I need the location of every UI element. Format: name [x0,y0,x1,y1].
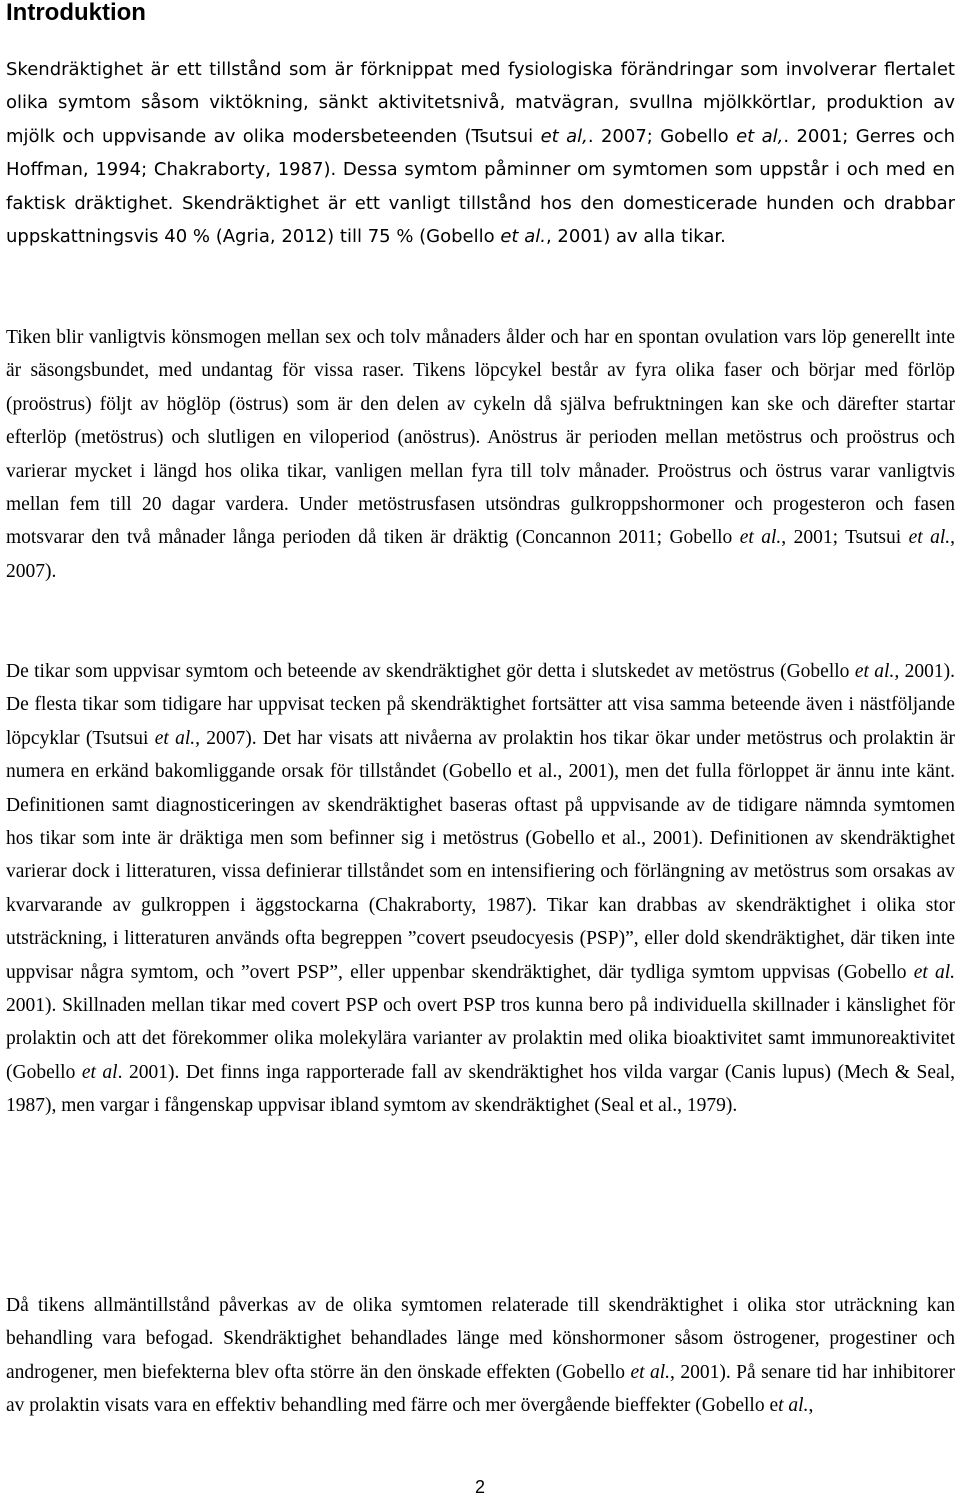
italic-citation-text: et al., [154,727,201,749]
section-heading: Introduktion [6,0,146,26]
paragraph-text-segment: , 2001; Tsutsui [781,527,909,549]
paragraph-text-segment: Då tikens allmäntillstånd påverkas av de olika symtomen relaterade till skendräktighet i olika stor uträckning kan behandling vara befogad. Skendräktighet behandlades länge med könshormoner såsom östrogener, progestiner och androgener, men biefekterna blev ofta större än den önskade effekten (Gobello [6,1295,955,1383]
paragraph-4 [6,1289,955,1423]
italic-citation-text: et al. [908,527,951,549]
paragraph-text-segment: Skendräktighet är ett vanligt tillstånd hos den domesticerade hunden och drabbar uppskattningsvis 40 % (Agria, 2012) till 75 % (Gobello [6,192,956,248]
italic-citation-text: et al [81,1061,118,1083]
italic-citation-text: et al, [736,125,784,147]
italic-citation-text: et al, [540,125,588,147]
paragraph-2 [6,321,955,588]
italic-citation-text: et al. [913,961,955,983]
italic-citation-text: t al. [778,1395,809,1417]
paragraph-text-segment: . 2001; Gerres och Hoffman, 1994; Chakraborty, 1987). Dessa symtom påminner om symtomen som uppstår i och med en faktisk dräktighet. [6,125,956,214]
paragraph-text-segment: Skendräktighet är ett tillstånd som är förknippat med fysiologiska förändringar som involverar flertalet olika symtom såsom viktökning, sänkt aktivitetsnivå, matvägran, svullna mjölkkörtlar, produktion av mjölk och uppvisande av olika modersbeteenden (Tsutsui [6,59,955,147]
italic-citation-text: et al., [854,661,900,682]
page-number: 2 [474,1477,485,1497]
paragraph-text-segment: , 2001). På senare tid har inhibitorer av prolaktin visats vara en effektiv behandling med färre och mer övergående bieffekter (Gobello e [6,1361,955,1417]
paragraph-text-segment: , [808,1395,814,1417]
italic-citation-text: et al. [739,527,782,549]
paragraph-text-segment: . 2007; Gobello [587,125,737,147]
paragraph-1 [6,53,955,253]
paragraph-text-segment: 2007). Det har visats att nivåerna av prolaktin hos tikar ökar under metöstrus och prolaktin är numera en erkänd bakomliggande orsak för tillståndet (Gobello et al., 2001), men det fulla förloppet är ännu inte känt. Definitionen samt diagnosticeringen av skendräktighet baseras oftast på uppvisande av de tidigare nämnda symtomen hos tikar som inte är dräktiga men som befinner sig i metöstrus (Gobello et al., 2001). Definitionen av skendräktighet varierar dock i litteraturen, vissa definierar tillståndet som en intensifiering och förlängning av metöstrus som orsakas av kvarvarande av gulkroppen i äggstockarna (Chakraborty, 1987). Tikar kan drabbas av skendräktighet i olika stor utsträckning, i litteraturen används ofta begreppen ”covert pseudocyesis (PSP)”, eller dold skendräktighet, där tiken inte uppvisar några symtom, och ”overt PSP”, eller uppenbar skendräktighet, där tydliga symtom uppvisas (Gobello [6,727,956,983]
paragraph-text-segment: , 2001) av alla tikar. [545,226,726,248]
paragraph-3 [6,655,955,1123]
paragraph-text-segment: Tiken blir vanligtvis könsmogen mellan sex och tolv månaders ålder och har en spontan ovulation vars löp generellt inte är säsongsbundet, med undantag för vissa raser. Tikens löpcykel består av fyra olika faser och börjar med förlöp (proöstrus) följt av höglöp (östrus) som är den delen av cykeln då själva befruktningen kan ske och därefter startar efterlöp (metöstrus) och slutligen en viloperiod (anöstrus). Anöstrus är perioden mellan metöstrus och proöstrus och varierar mycket i längd hos olika tikar, vanligen mellan fyra till tolv månader. Proöstrus och östrus varar vanligtvis mellan fem till 20 dagar vardera. Under metöstrusfasen utsöndras gulkroppshormoner och progesteron och fasen motsvarar den två månader långa perioden då tiken är dräktig (Concannon 2011; Gobello [6,327,955,549]
paragraph-text-segment: 2001). De flesta tikar som tidigare har uppvisat tecken på skendräktighet fortsätter att visa samma beteende även i nästföljande löpcyklar (Tsutsui [6,661,955,749]
italic-citation-text: et al. [630,1361,671,1383]
paragraph-text-segment: , 2007). [6,527,955,582]
italic-citation-text: et al. [500,226,546,248]
paragraph-text-segment: De tikar som uppvisar symtom och beteende av skendräktighet gör detta i slutskedet av metöstrus (Gobello [6,661,855,682]
paragraph-text-segment: . 2001). Det finns inga rapporterade fall av skendräktighet hos vilda vargar (Canis lupus) (Mech & Seal, 1987), men vargar i fångenskap uppvisar ibland symtom av skendräktighet (Seal et al., 1979). [6,1061,955,1117]
paragraph-text-segment: 2001). Skillnaden mellan tikar med covert PSP och overt PSP tros kunna bero på individuella skillnader i känslighet för prolaktin och att det förekommer olika molekylära varianter av prolaktin med olika bioaktivitet samt immunoreaktivitet (Gobello [6,995,955,1083]
